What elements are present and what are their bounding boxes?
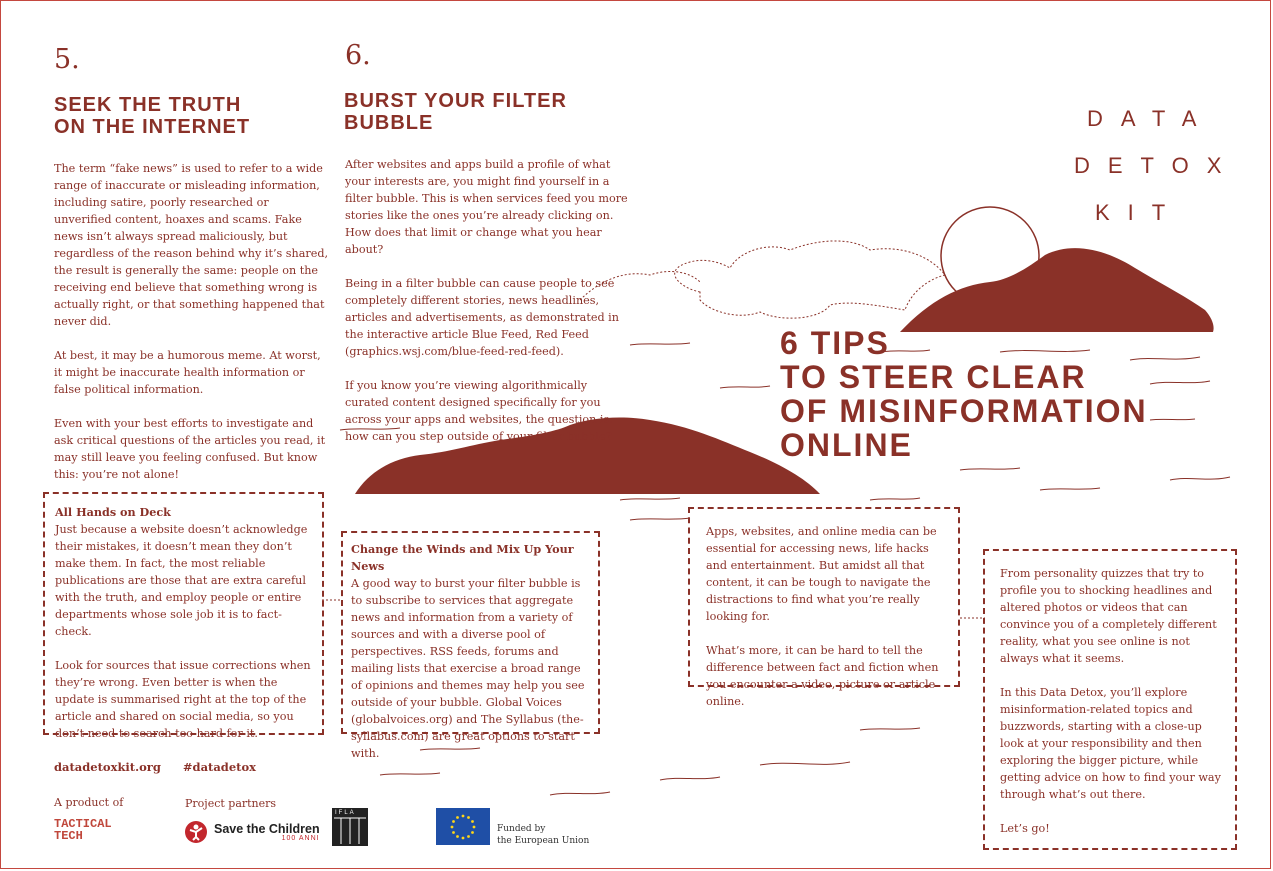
funded-line: Funded by [497,824,546,834]
website-link[interactable]: datadetoxkit.org [54,760,161,774]
section-number-5: 5. [54,44,80,75]
section-number-6: 6. [345,40,371,71]
ifla-text: IFLA [335,810,356,816]
logo-line-detox: DETOX [1074,153,1240,178]
funded-by-eu [497,823,589,847]
tip-box-title: Change the Winds and Mix Up Your News [351,542,574,573]
funded-line: the European Union [497,836,590,846]
section-6-title-line1: BURST YOUR FILTER [344,90,567,112]
section-6-body [345,156,630,462]
save-the-children-sub: 100 ANNI [281,834,320,842]
eu-stars-icon [436,808,490,845]
product-of-label: A product of [54,796,124,809]
intro-box-text: What’s more, it can be hard to tell the difference between fact and fiction when you encounter a video, picture or article online. [706,644,939,708]
section-5-paragraph: The term “fake news” is used to refer to a wide range of inaccurate or misleading information, including satire, poorly researched or unverified content, hoaxes and scams. Fake news isn’t always spread maliciously, but regardless of the reason behind why it’s shared, the result is generally the same: people on the receiving end believe that something wrong is actually right, or that something happened that never did. [54,162,329,328]
section-5-title-line2: ON THE INTERNET [54,116,251,138]
tactical-tech-line: TECH [54,829,83,843]
section-5-body [54,160,329,500]
logo-line-data: DATA [1087,106,1215,131]
section-6-paragraph: After websites and apps build a profile of what your interests are, you might find yourself in a filter bubble. This is when services feed you more stories like the ones you’re already clicking on. How does that limit or change what you hear about? [345,158,628,256]
save-the-children-text: Save the Children [214,821,320,836]
cover-title-line: 6 TIPS [780,325,890,361]
section-6-paragraph: If you know you’re viewing algorithmically curated content designed specifically for you across your apps and websites, the question is: how can you step outside of your filter bubble? [345,379,614,443]
hashtag: #datadetox [182,760,256,774]
tip-box-all-hands [43,492,324,740]
cover-title-line: OF MISINFORMATION [780,393,1148,429]
section-6-title-line2: BUBBLE [344,112,434,134]
tactical-tech-line: TACTICAL [54,817,112,831]
section-6-paragraph: Being in a filter bubble can cause people to see completely different stories, news headlines, articles and advertisements, as demonstrated in the interactive article Blue Feed, Red Feed (graphics.wsj.com/blue-feed-red-feed). [345,277,619,358]
right-island [900,248,1214,332]
intro-box-text: Apps, websites, and online media can be essential for accessing news, life hacks and entertainment. But amidst all that content, it can be tough to navigate the distractions to find what you’re really looking for. [706,525,937,623]
intro-box [688,507,960,708]
tip-box-text: Just because a website doesn’t acknowledge their mistakes, it doesn’t mean they don’t make them. In fact, the most reliable publications are those that are extra careful with the truth, and employ people or entire departments whose sole job it is to fact-check. [55,523,308,638]
overview-box-text: In this Data Detox, you’ll explore misinformation-related topics and buzzwords, starting with a close-up look at your responsibility and then exploring the bigger picture, while getting advice on how to find your way through what’s out there. [1000,686,1221,801]
section-5-paragraph: At best, it may be a humorous meme. At worst, it might be inaccurate health information or false political information. [54,349,321,396]
overview-box-text: Let’s go! [1000,822,1050,835]
cover-title [780,326,1148,462]
section-5-title [54,94,250,138]
tip-box-title: All Hands on Deck [55,505,171,519]
cover-title-line: TO STEER CLEAR [780,359,1087,395]
logo-line-kit: KIT [1095,200,1184,225]
tactical-tech-logo [54,818,112,842]
ifla-logo [332,808,368,846]
project-partners-label: Project partners [185,797,277,810]
cover-title-line: ONLINE [780,427,913,463]
tip-box-text: A good way to burst your filter bubble is to subscribe to services that aggregate news and information from a variety of sources and with a diverse pool of perspectives. RSS feeds, forums and mailing lists that exercise a broad range of opinions and themes may help you see outside of your bubble. Global Voices (globalvoices.org) and The Syllabus (the-syllabus.com) are great options to start with. [351,577,585,760]
tip-box-change-winds [341,531,600,760]
save-the-children-logo [184,820,320,844]
eu-flag [436,808,490,845]
save-the-children-icon [184,820,208,844]
footer-links [54,760,274,774]
section-5-title-line1: SEEK THE TRUTH [54,94,242,116]
tip-box-text: Look for sources that issue corrections when they’re wrong. Even better is when the update is summarised right at the top of the article and shared on social media, so you don’t need to search too hard for it. [55,659,311,740]
overview-box-text: From personality quizzes that try to profile you to shocking headlines and altered photos or videos that can convince you of a completely different reality, what you see online is not always what it seems. [1000,567,1217,665]
cloud-outline [675,241,945,318]
section-5-paragraph: Even with your best efforts to investigate and ask critical questions of the articles you read, it may still leave you feeling confused. But know this: you’re not alone! [54,417,326,481]
section-6-title [344,90,567,134]
overview-box [983,549,1237,850]
